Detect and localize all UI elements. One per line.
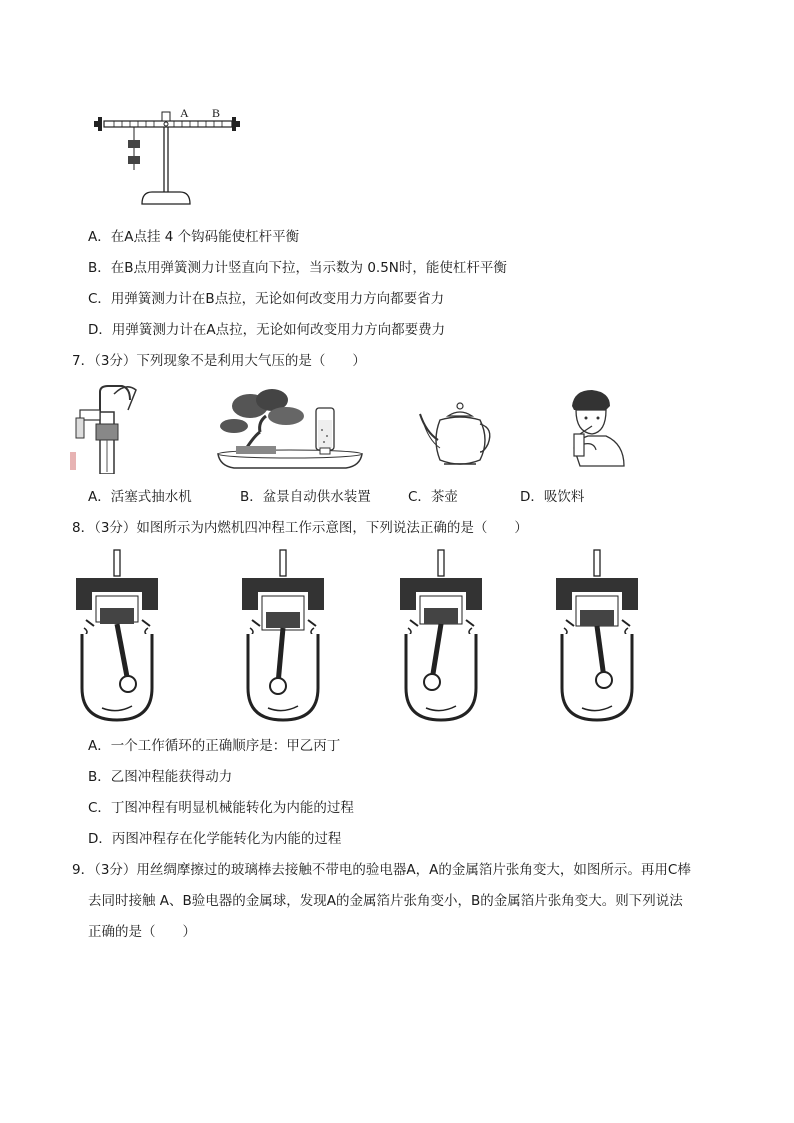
q9-stem-line-1: 9．（3分）用丝绸摩擦过的玻璃棒去接触不带电的验电器A，A的金属箔片张角变大，如图所示。再用C棒 bbox=[72, 862, 691, 878]
q6-option-a: A．在A点挂 4 个钩码能使杠杆平衡 bbox=[88, 229, 300, 245]
q6-option-b: B．在B点用弹簧测力计竖直向下拉，当示数为 0.5N时，能使杠杆平衡 bbox=[88, 260, 507, 276]
engine-stroke-2-image bbox=[238, 548, 328, 724]
lever-figure bbox=[92, 104, 242, 214]
teapot-image bbox=[418, 400, 492, 470]
engine-stroke-1-image bbox=[72, 548, 162, 724]
q8-option-d: D．丙图冲程存在化学能转化为内能的过程 bbox=[88, 831, 342, 847]
q7-stem: 7．（3分）下列现象不是利用大气压的是（ ） bbox=[72, 353, 366, 369]
piston-pump-image bbox=[70, 382, 140, 474]
q9-stem-line-2: 去同时接触 A、B验电器的金属球，发现A的金属箔片张角变小，B的金属箔片张角变大。则下列说法 bbox=[88, 893, 683, 909]
engine-stroke-3-image bbox=[396, 548, 486, 724]
q7-option-d: D．吸饮料 bbox=[520, 489, 585, 505]
q6-option-d: D．用弹簧测力计在A点拉，无论如何改变用力方向都要费力 bbox=[88, 322, 446, 338]
point-b-label: B bbox=[212, 106, 221, 120]
q8-stem: 8．（3分）如图所示为内燃机四冲程工作示意图，下列说法正确的是（ ） bbox=[72, 520, 528, 536]
q9-stem-line-3: 正确的是（ ） bbox=[88, 924, 196, 940]
q7-option-b: B．盆景自动供水装置 bbox=[240, 489, 371, 505]
engine-stroke-4-image bbox=[552, 548, 642, 724]
q7-option-c: C．茶壶 bbox=[408, 489, 458, 505]
q8-option-c: C．丁图冲程有明显机械能转化为内能的过程 bbox=[88, 800, 354, 816]
point-a-label: A bbox=[180, 106, 189, 120]
q6-option-c: C．用弹簧测力计在B点拉，无论如何改变用力方向都要省力 bbox=[88, 291, 445, 307]
q8-option-b: B．乙图冲程能获得动力 bbox=[88, 769, 233, 785]
q8-option-a: A．一个工作循环的正确顺序是：甲乙丙丁 bbox=[88, 738, 341, 754]
q7-option-a: A．活塞式抽水机 bbox=[88, 489, 192, 505]
drinking-straw-image bbox=[566, 388, 628, 472]
bonsai-water-device-image bbox=[214, 386, 366, 472]
